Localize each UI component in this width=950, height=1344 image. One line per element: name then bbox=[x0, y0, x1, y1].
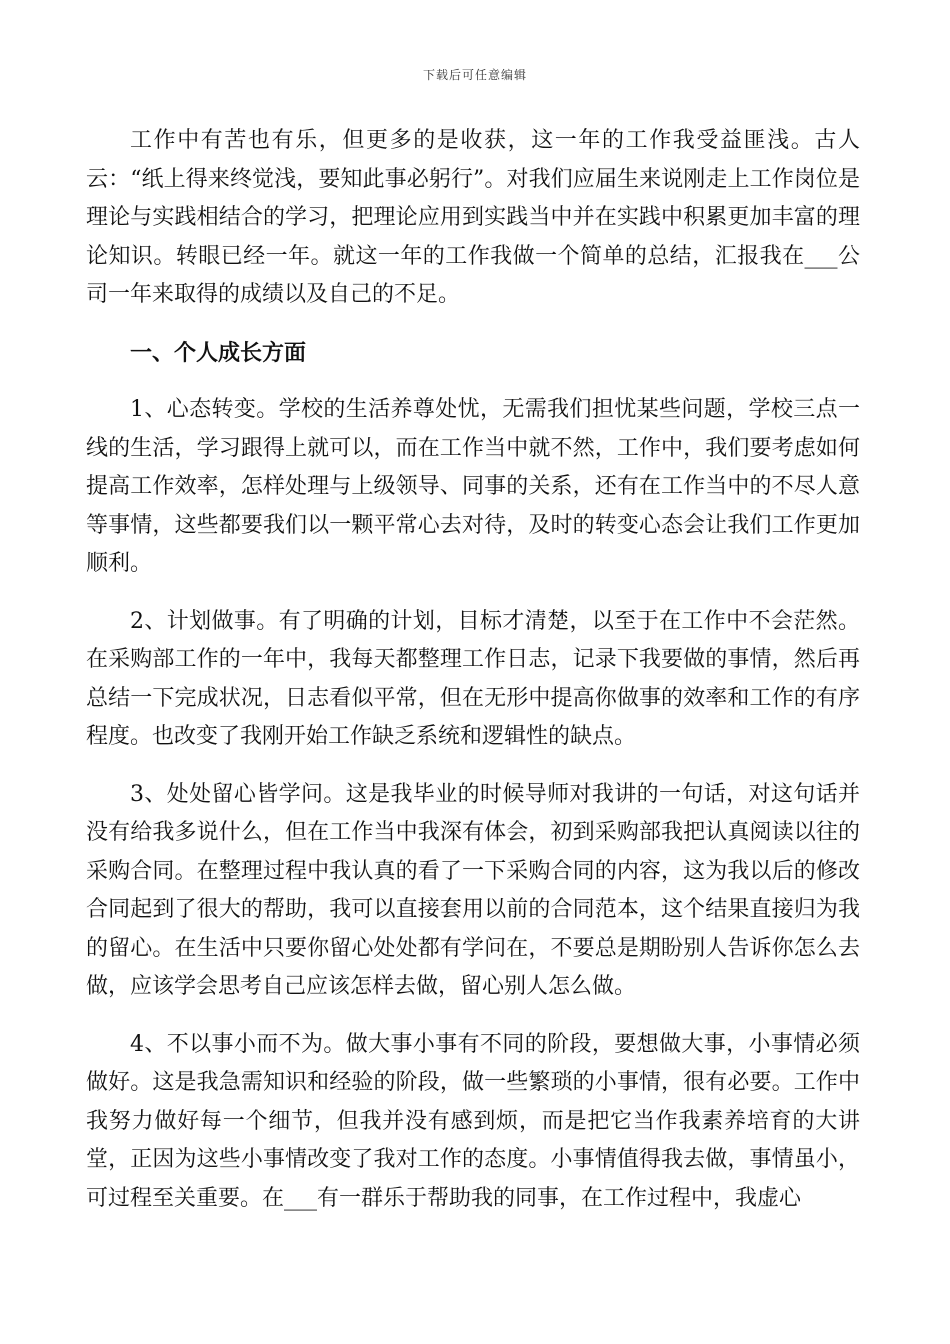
document-body bbox=[86, 122, 860, 1218]
section-heading: 一、个人成长方面 bbox=[130, 339, 307, 366]
item-paragraph-4: 4、不以事小而不为。做大事小事有不同的阶段，要想做大事，小事情必须做好。这是我急需知识和经验的阶段，做一些繁琐的小事情，很有必要。工作中我努力做好每一个细节，但我并没有感到烦，而是把它当作我素养培育的大讲堂，正因为这些小事情改变了我对工作的态度。小事情值得我去做，事情虽小，可过程至关重要。在___有一群乐于帮助我的同事，在工作过程中，我虚心 bbox=[86, 1031, 860, 1211]
item-paragraph-2: 2、计划做事。有了明确的计划，目标才清楚，以至于在工作中不会茫然。在采购部工作的一年中，我每天都整理工作日志，记录下我要做的事情，然后再总结一下完成状况，日志看似平常，但在无形中提高你做事的效率和工作的有序程度。也改变了我刚开始工作缺乏系统和逻辑性的缺点。 bbox=[86, 608, 860, 749]
page-header-note: 下载后可任意编辑 bbox=[422, 68, 527, 82]
intro-paragraph: 工作中有苦也有乐，但更多的是收获，这一年的工作我受益匪浅。古人云：“纸上得来终觉浅，要知此事必躬行”。对我们应届生来说刚走上工作岗位是理论与实践相结合的学习，把理论应用到实践当中并在实践中积累更加丰富的理论知识。转眼已经一年。就这一年的工作我做一个简单的总结，汇报我在___公司一年来取得的成绩以及自己的不足。 bbox=[86, 128, 860, 307]
item-paragraph-3: 3、处处留心皆学问。这是我毕业的时候导师对我讲的一句话，对这句话并没有给我多说什么，但在工作当中我深有体会，初到采购部我把认真阅读以往的采购合同。在整理过程中我认真的看了一下采购合同的内容，这为我以后的修改合同起到了很大的帮助，我可以直接套用以前的合同范本，这个结果直接归为我的留心。在生活中只要你留心处处都有学问在，不要总是期盼别人告诉你怎么去做，应该学会思考自己应该怎样去做，留心别人怎么做。 bbox=[86, 781, 860, 999]
item-paragraph-1: 1、心态转变。学校的生活养尊处忧，无需我们担忧某些问题，学校三点一线的生活，学习跟得上就可以，而在工作当中就不然，工作中，我们要考虑如何提高工作效率，怎样处理与上级领导、同事的关系，还有在工作当中的不尽人意等事情，这些都要我们以一颗平常心去对待，及时的转变心态会让我们工作更加顺利。 bbox=[86, 397, 860, 576]
